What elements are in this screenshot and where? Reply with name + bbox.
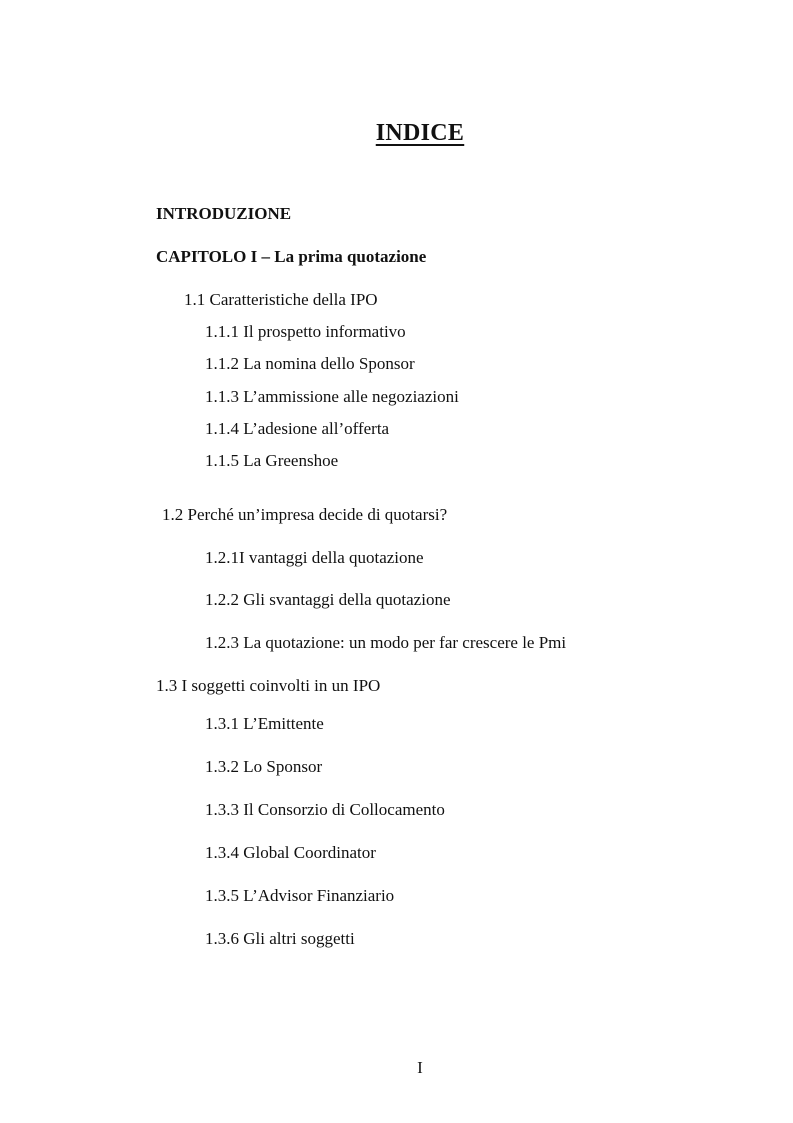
toc-subsection-1-3-6: 1.3.6 Gli altri soggetti bbox=[205, 929, 355, 948]
toc-subsection-1-2-1: 1.2.1I vantaggi della quotazione bbox=[205, 548, 424, 567]
toc-subsection-1-2-3: 1.2.3 La quotazione: un modo per far crescere le Pmi bbox=[205, 633, 567, 652]
toc-subsection-1-3-3: 1.3.3 Il Consorzio di Collocamento bbox=[205, 800, 445, 819]
toc-subsection-1-2-2: 1.2.2 Gli svantaggi della quotazione bbox=[205, 590, 451, 609]
page-title: INDICE bbox=[375, 120, 465, 146]
toc-subsection-1-1-5: 1.1.5 La Greenshoe bbox=[205, 451, 339, 470]
toc-section-1-1: 1.1 Caratteristiche della IPO bbox=[184, 290, 378, 309]
toc-subsection-1-1-3: 1.1.3 L’ammissione alle negoziazioni bbox=[205, 387, 459, 406]
toc-subsection-1-3-4: 1.3.4 Global Coordinator bbox=[205, 843, 376, 862]
page-number: I bbox=[417, 1058, 423, 1077]
toc-section-1-3: 1.3 I soggetti coinvolti in un IPO bbox=[156, 676, 381, 695]
toc-subsection-1-1-2: 1.1.2 La nomina dello Sponsor bbox=[205, 354, 415, 373]
toc-chapter-1: CAPITOLO I – La prima quotazione bbox=[156, 247, 427, 266]
toc-section-1-2: 1.2 Perché un’impresa decide di quotarsi? bbox=[162, 505, 448, 524]
toc-subsection-1-1-1: 1.1.1 Il prospetto informativo bbox=[205, 322, 406, 341]
toc-subsection-1-3-5: 1.3.5 L’Advisor Finanziario bbox=[205, 886, 395, 905]
toc-introduzione: INTRODUZIONE bbox=[156, 204, 292, 223]
toc-subsection-1-3-2: 1.3.2 Lo Sponsor bbox=[205, 757, 323, 776]
toc-subsection-1-1-4: 1.1.4 L’adesione all’offerta bbox=[205, 419, 390, 438]
toc-subsection-1-3-1: 1.3.1 L’Emittente bbox=[205, 714, 324, 733]
